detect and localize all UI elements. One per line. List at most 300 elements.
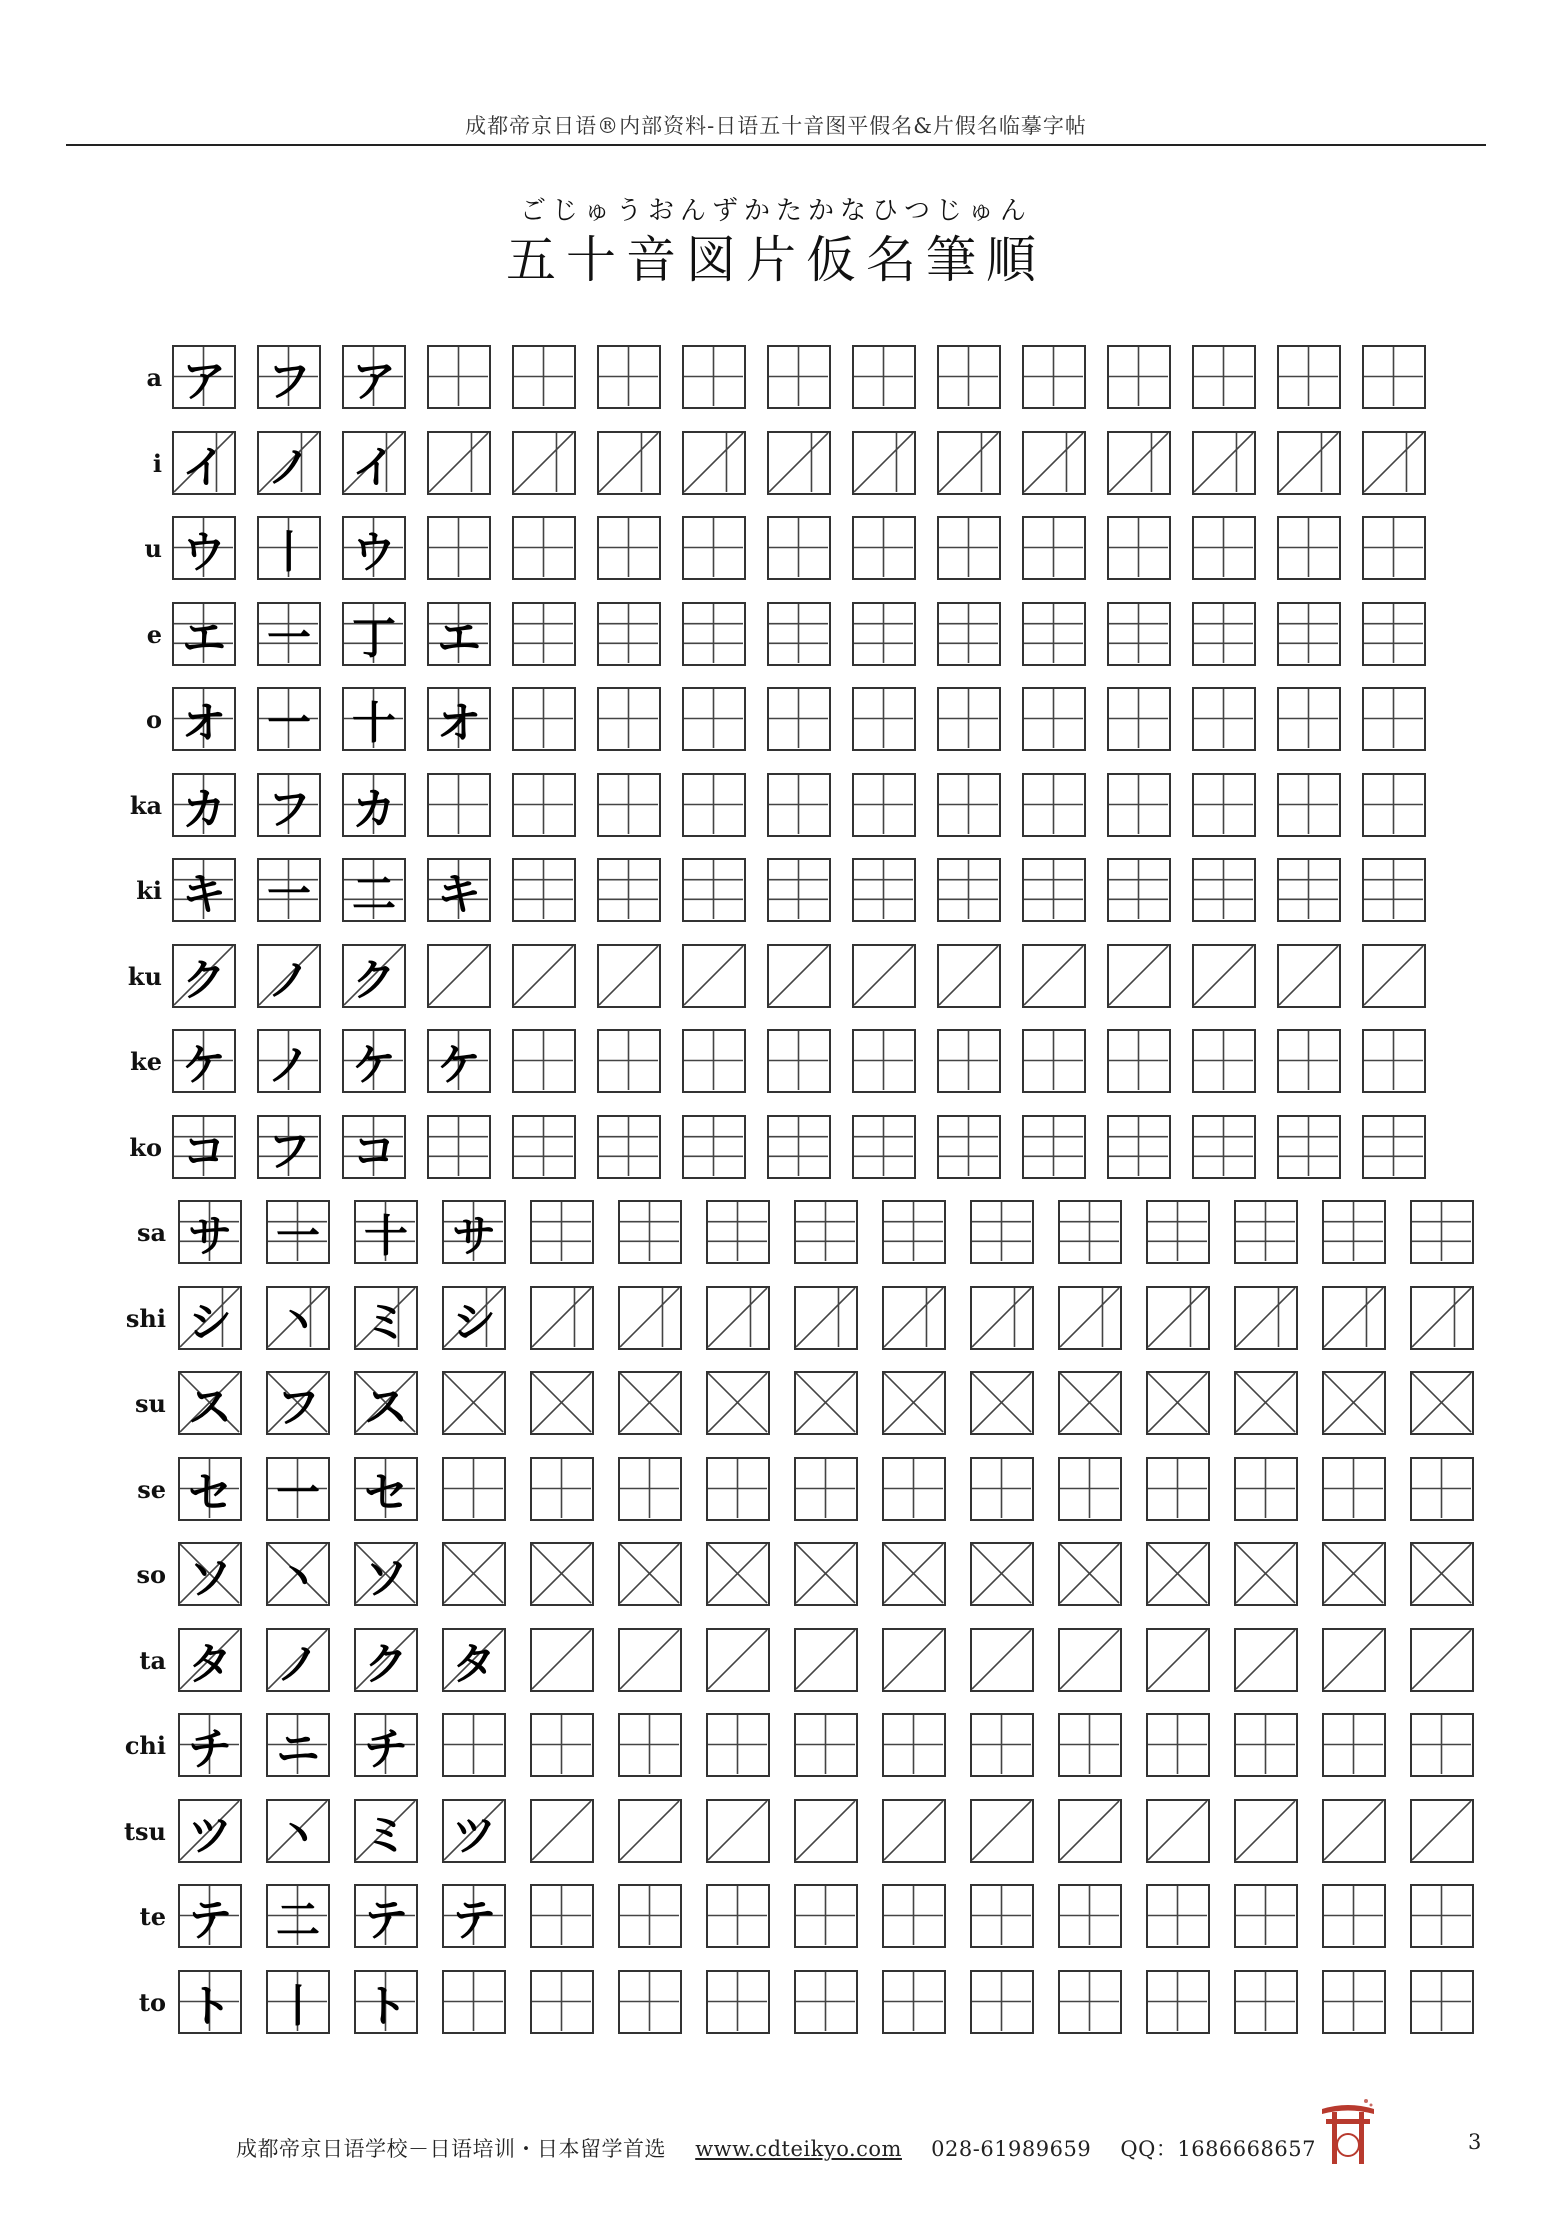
practice-cell[interactable] [1362, 602, 1426, 666]
practice-cell[interactable] [1107, 345, 1171, 409]
practice-cell[interactable] [530, 1628, 594, 1692]
practice-cell[interactable] [172, 516, 236, 580]
practice-cell[interactable] [512, 687, 576, 751]
practice-cell[interactable] [1410, 1970, 1474, 2034]
practice-cell[interactable] [970, 1286, 1034, 1350]
practice-cell[interactable] [442, 1457, 506, 1521]
practice-cell[interactable] [512, 1115, 576, 1179]
practice-cell[interactable] [937, 345, 1001, 409]
practice-cell[interactable] [354, 1799, 418, 1863]
practice-cell[interactable] [257, 602, 321, 666]
practice-cell[interactable] [257, 431, 321, 495]
practice-cell[interactable] [172, 773, 236, 837]
practice-cell[interactable] [767, 687, 831, 751]
practice-cell[interactable] [937, 773, 1001, 837]
practice-cell[interactable] [442, 1371, 506, 1435]
practice-cell[interactable] [937, 858, 1001, 922]
practice-cell[interactable] [1058, 1457, 1122, 1521]
practice-cell[interactable] [442, 1713, 506, 1777]
practice-cell[interactable] [1058, 1200, 1122, 1264]
practice-cell[interactable] [1146, 1286, 1210, 1350]
practice-cell[interactable] [970, 1371, 1034, 1435]
practice-cell[interactable] [354, 1457, 418, 1521]
practice-cell[interactable] [1362, 773, 1426, 837]
practice-cell[interactable] [767, 773, 831, 837]
practice-cell[interactable] [767, 516, 831, 580]
practice-cell[interactable] [1234, 1713, 1298, 1777]
practice-cell[interactable] [512, 602, 576, 666]
practice-cell[interactable] [266, 1970, 330, 2034]
practice-cell[interactable] [354, 1371, 418, 1435]
practice-cell[interactable] [266, 1713, 330, 1777]
practice-cell[interactable] [706, 1371, 770, 1435]
practice-cell[interactable] [342, 1115, 406, 1179]
practice-cell[interactable] [530, 1457, 594, 1521]
practice-cell[interactable] [1234, 1970, 1298, 2034]
practice-cell[interactable] [682, 944, 746, 1008]
practice-cell[interactable] [178, 1371, 242, 1435]
practice-cell[interactable] [427, 687, 491, 751]
practice-cell[interactable] [970, 1884, 1034, 1948]
practice-cell[interactable] [767, 944, 831, 1008]
practice-cell[interactable] [172, 858, 236, 922]
practice-cell[interactable] [1107, 944, 1171, 1008]
practice-cell[interactable] [442, 1542, 506, 1606]
practice-cell[interactable] [682, 1029, 746, 1093]
practice-cell[interactable] [1192, 1115, 1256, 1179]
practice-cell[interactable] [1058, 1970, 1122, 2034]
practice-cell[interactable] [597, 944, 661, 1008]
practice-cell[interactable] [266, 1542, 330, 1606]
practice-cell[interactable] [172, 345, 236, 409]
practice-cell[interactable] [852, 773, 916, 837]
practice-cell[interactable] [1410, 1457, 1474, 1521]
practice-cell[interactable] [442, 1286, 506, 1350]
practice-cell[interactable] [970, 1799, 1034, 1863]
practice-cell[interactable] [852, 345, 916, 409]
practice-cell[interactable] [1362, 687, 1426, 751]
practice-cell[interactable] [706, 1457, 770, 1521]
practice-cell[interactable] [257, 345, 321, 409]
practice-cell[interactable] [1022, 687, 1086, 751]
practice-cell[interactable] [767, 858, 831, 922]
practice-cell[interactable] [1322, 1286, 1386, 1350]
practice-cell[interactable] [794, 1542, 858, 1606]
practice-cell[interactable] [512, 944, 576, 1008]
practice-cell[interactable] [682, 858, 746, 922]
practice-cell[interactable] [427, 944, 491, 1008]
footer-website-link[interactable]: www.cdteikyo.com [695, 2137, 902, 2161]
practice-cell[interactable] [427, 1029, 491, 1093]
practice-cell[interactable] [342, 431, 406, 495]
practice-cell[interactable] [342, 1029, 406, 1093]
practice-cell[interactable] [618, 1713, 682, 1777]
practice-cell[interactable] [882, 1371, 946, 1435]
practice-cell[interactable] [1277, 431, 1341, 495]
practice-cell[interactable] [682, 773, 746, 837]
practice-cell[interactable] [852, 1115, 916, 1179]
practice-cell[interactable] [1146, 1970, 1210, 2034]
practice-cell[interactable] [257, 516, 321, 580]
practice-cell[interactable] [427, 602, 491, 666]
practice-cell[interactable] [1107, 516, 1171, 580]
practice-cell[interactable] [512, 431, 576, 495]
practice-cell[interactable] [1192, 516, 1256, 580]
practice-cell[interactable] [1146, 1200, 1210, 1264]
practice-cell[interactable] [442, 1200, 506, 1264]
practice-cell[interactable] [1192, 944, 1256, 1008]
practice-cell[interactable] [970, 1970, 1034, 2034]
practice-cell[interactable] [257, 944, 321, 1008]
practice-cell[interactable] [794, 1799, 858, 1863]
practice-cell[interactable] [342, 516, 406, 580]
practice-cell[interactable] [1234, 1371, 1298, 1435]
practice-cell[interactable] [1322, 1542, 1386, 1606]
practice-cell[interactable] [512, 516, 576, 580]
practice-cell[interactable] [970, 1542, 1034, 1606]
practice-cell[interactable] [1192, 773, 1256, 837]
practice-cell[interactable] [1058, 1884, 1122, 1948]
practice-cell[interactable] [427, 1115, 491, 1179]
practice-cell[interactable] [1146, 1542, 1210, 1606]
practice-cell[interactable] [882, 1884, 946, 1948]
practice-cell[interactable] [266, 1200, 330, 1264]
practice-cell[interactable] [597, 602, 661, 666]
practice-cell[interactable] [706, 1713, 770, 1777]
practice-cell[interactable] [1107, 431, 1171, 495]
practice-cell[interactable] [794, 1200, 858, 1264]
practice-cell[interactable] [706, 1542, 770, 1606]
practice-cell[interactable] [1234, 1542, 1298, 1606]
practice-cell[interactable] [1058, 1713, 1122, 1777]
practice-cell[interactable] [1322, 1713, 1386, 1777]
practice-cell[interactable] [530, 1200, 594, 1264]
practice-cell[interactable] [794, 1286, 858, 1350]
practice-cell[interactable] [530, 1371, 594, 1435]
practice-cell[interactable] [682, 687, 746, 751]
practice-cell[interactable] [682, 516, 746, 580]
practice-cell[interactable] [1322, 1628, 1386, 1692]
practice-cell[interactable] [706, 1286, 770, 1350]
practice-cell[interactable] [1058, 1542, 1122, 1606]
practice-cell[interactable] [794, 1628, 858, 1692]
practice-cell[interactable] [882, 1542, 946, 1606]
practice-cell[interactable] [1234, 1200, 1298, 1264]
practice-cell[interactable] [794, 1457, 858, 1521]
practice-cell[interactable] [882, 1713, 946, 1777]
practice-cell[interactable] [266, 1286, 330, 1350]
practice-cell[interactable] [354, 1713, 418, 1777]
practice-cell[interactable] [1410, 1713, 1474, 1777]
practice-cell[interactable] [767, 345, 831, 409]
practice-cell[interactable] [597, 687, 661, 751]
practice-cell[interactable] [597, 431, 661, 495]
practice-cell[interactable] [512, 345, 576, 409]
practice-cell[interactable] [970, 1713, 1034, 1777]
practice-cell[interactable] [1058, 1286, 1122, 1350]
practice-cell[interactable] [1277, 858, 1341, 922]
practice-cell[interactable] [172, 602, 236, 666]
practice-cell[interactable] [618, 1628, 682, 1692]
practice-cell[interactable] [970, 1628, 1034, 1692]
practice-cell[interactable] [706, 1970, 770, 2034]
practice-cell[interactable] [1322, 1371, 1386, 1435]
practice-cell[interactable] [618, 1542, 682, 1606]
practice-cell[interactable] [178, 1799, 242, 1863]
practice-cell[interactable] [767, 431, 831, 495]
practice-cell[interactable] [852, 858, 916, 922]
practice-cell[interactable] [767, 1115, 831, 1179]
practice-cell[interactable] [882, 1970, 946, 2034]
practice-cell[interactable] [1058, 1371, 1122, 1435]
practice-cell[interactable] [512, 858, 576, 922]
practice-cell[interactable] [618, 1286, 682, 1350]
practice-cell[interactable] [172, 1029, 236, 1093]
practice-cell[interactable] [882, 1286, 946, 1350]
practice-cell[interactable] [257, 858, 321, 922]
practice-cell[interactable] [1022, 944, 1086, 1008]
practice-cell[interactable] [937, 1115, 1001, 1179]
practice-cell[interactable] [354, 1542, 418, 1606]
practice-cell[interactable] [597, 1029, 661, 1093]
practice-cell[interactable] [937, 431, 1001, 495]
practice-cell[interactable] [1107, 687, 1171, 751]
practice-cell[interactable] [1022, 516, 1086, 580]
practice-cell[interactable] [442, 1884, 506, 1948]
practice-cell[interactable] [442, 1628, 506, 1692]
practice-cell[interactable] [852, 1029, 916, 1093]
practice-cell[interactable] [618, 1970, 682, 2034]
practice-cell[interactable] [530, 1713, 594, 1777]
practice-cell[interactable] [266, 1457, 330, 1521]
practice-cell[interactable] [937, 1029, 1001, 1093]
practice-cell[interactable] [342, 602, 406, 666]
practice-cell[interactable] [1362, 1115, 1426, 1179]
practice-cell[interactable] [266, 1628, 330, 1692]
practice-cell[interactable] [1410, 1286, 1474, 1350]
practice-cell[interactable] [794, 1884, 858, 1948]
practice-cell[interactable] [178, 1200, 242, 1264]
practice-cell[interactable] [178, 1628, 242, 1692]
practice-cell[interactable] [1192, 431, 1256, 495]
practice-cell[interactable] [266, 1884, 330, 1948]
practice-cell[interactable] [852, 687, 916, 751]
practice-cell[interactable] [618, 1371, 682, 1435]
practice-cell[interactable] [1022, 773, 1086, 837]
practice-cell[interactable] [257, 1029, 321, 1093]
practice-cell[interactable] [257, 1115, 321, 1179]
practice-cell[interactable] [882, 1200, 946, 1264]
practice-cell[interactable] [1362, 431, 1426, 495]
practice-cell[interactable] [178, 1286, 242, 1350]
practice-cell[interactable] [1192, 1029, 1256, 1093]
practice-cell[interactable] [1146, 1457, 1210, 1521]
practice-cell[interactable] [1146, 1799, 1210, 1863]
practice-cell[interactable] [172, 1115, 236, 1179]
practice-cell[interactable] [706, 1799, 770, 1863]
practice-cell[interactable] [794, 1713, 858, 1777]
practice-cell[interactable] [354, 1970, 418, 2034]
practice-cell[interactable] [442, 1799, 506, 1863]
practice-cell[interactable] [530, 1970, 594, 2034]
practice-cell[interactable] [1410, 1628, 1474, 1692]
practice-cell[interactable] [342, 345, 406, 409]
practice-cell[interactable] [172, 431, 236, 495]
practice-cell[interactable] [1234, 1884, 1298, 1948]
practice-cell[interactable] [618, 1200, 682, 1264]
practice-cell[interactable] [1362, 1029, 1426, 1093]
practice-cell[interactable] [442, 1970, 506, 2034]
practice-cell[interactable] [266, 1799, 330, 1863]
practice-cell[interactable] [1107, 1029, 1171, 1093]
practice-cell[interactable] [597, 345, 661, 409]
practice-cell[interactable] [1146, 1628, 1210, 1692]
practice-cell[interactable] [1322, 1200, 1386, 1264]
practice-cell[interactable] [1410, 1200, 1474, 1264]
practice-cell[interactable] [937, 944, 1001, 1008]
practice-cell[interactable] [937, 516, 1001, 580]
practice-cell[interactable] [1322, 1884, 1386, 1948]
practice-cell[interactable] [706, 1200, 770, 1264]
practice-cell[interactable] [597, 773, 661, 837]
practice-cell[interactable] [1022, 1029, 1086, 1093]
practice-cell[interactable] [1322, 1799, 1386, 1863]
practice-cell[interactable] [1107, 602, 1171, 666]
practice-cell[interactable] [970, 1457, 1034, 1521]
practice-cell[interactable] [342, 687, 406, 751]
practice-cell[interactable] [1192, 687, 1256, 751]
practice-cell[interactable] [852, 944, 916, 1008]
practice-cell[interactable] [1277, 1115, 1341, 1179]
practice-cell[interactable] [597, 1115, 661, 1179]
practice-cell[interactable] [1192, 345, 1256, 409]
practice-cell[interactable] [342, 773, 406, 837]
practice-cell[interactable] [354, 1200, 418, 1264]
practice-cell[interactable] [427, 431, 491, 495]
practice-cell[interactable] [1234, 1628, 1298, 1692]
practice-cell[interactable] [1277, 944, 1341, 1008]
practice-cell[interactable] [1410, 1799, 1474, 1863]
practice-cell[interactable] [354, 1286, 418, 1350]
practice-cell[interactable] [1022, 431, 1086, 495]
practice-cell[interactable] [852, 602, 916, 666]
practice-cell[interactable] [618, 1457, 682, 1521]
practice-cell[interactable] [767, 1029, 831, 1093]
practice-cell[interactable] [1362, 516, 1426, 580]
practice-cell[interactable] [1234, 1457, 1298, 1521]
practice-cell[interactable] [882, 1457, 946, 1521]
practice-cell[interactable] [1277, 1029, 1341, 1093]
practice-cell[interactable] [1410, 1542, 1474, 1606]
practice-cell[interactable] [1192, 858, 1256, 922]
practice-cell[interactable] [1146, 1884, 1210, 1948]
practice-cell[interactable] [342, 858, 406, 922]
practice-cell[interactable] [1322, 1457, 1386, 1521]
practice-cell[interactable] [1234, 1799, 1298, 1863]
practice-cell[interactable] [1058, 1628, 1122, 1692]
practice-cell[interactable] [178, 1457, 242, 1521]
practice-cell[interactable] [178, 1970, 242, 2034]
practice-cell[interactable] [937, 687, 1001, 751]
practice-cell[interactable] [530, 1286, 594, 1350]
practice-cell[interactable] [530, 1884, 594, 1948]
practice-cell[interactable] [1107, 1115, 1171, 1179]
practice-cell[interactable] [1322, 1970, 1386, 2034]
practice-cell[interactable] [682, 345, 746, 409]
practice-cell[interactable] [682, 602, 746, 666]
practice-cell[interactable] [257, 773, 321, 837]
practice-cell[interactable] [706, 1884, 770, 1948]
practice-cell[interactable] [882, 1799, 946, 1863]
practice-cell[interactable] [970, 1200, 1034, 1264]
practice-cell[interactable] [342, 944, 406, 1008]
practice-cell[interactable] [1192, 602, 1256, 666]
practice-cell[interactable] [1410, 1371, 1474, 1435]
practice-cell[interactable] [530, 1542, 594, 1606]
practice-cell[interactable] [1107, 773, 1171, 837]
practice-cell[interactable] [597, 858, 661, 922]
practice-cell[interactable] [1234, 1286, 1298, 1350]
practice-cell[interactable] [794, 1970, 858, 2034]
practice-cell[interactable] [172, 687, 236, 751]
practice-cell[interactable] [767, 602, 831, 666]
practice-cell[interactable] [937, 602, 1001, 666]
practice-cell[interactable] [1022, 345, 1086, 409]
practice-cell[interactable] [427, 516, 491, 580]
practice-cell[interactable] [178, 1884, 242, 1948]
practice-cell[interactable] [1362, 858, 1426, 922]
practice-cell[interactable] [1022, 858, 1086, 922]
practice-cell[interactable] [1362, 345, 1426, 409]
practice-cell[interactable] [1277, 516, 1341, 580]
practice-cell[interactable] [682, 1115, 746, 1179]
practice-cell[interactable] [512, 1029, 576, 1093]
practice-cell[interactable] [597, 516, 661, 580]
practice-cell[interactable] [1058, 1799, 1122, 1863]
practice-cell[interactable] [427, 858, 491, 922]
practice-cell[interactable] [178, 1713, 242, 1777]
practice-cell[interactable] [1362, 944, 1426, 1008]
practice-cell[interactable] [706, 1628, 770, 1692]
practice-cell[interactable] [1107, 858, 1171, 922]
practice-cell[interactable] [266, 1371, 330, 1435]
practice-cell[interactable] [1277, 345, 1341, 409]
practice-cell[interactable] [427, 345, 491, 409]
practice-cell[interactable] [1022, 1115, 1086, 1179]
practice-cell[interactable] [1277, 602, 1341, 666]
practice-cell[interactable] [1277, 773, 1341, 837]
practice-cell[interactable] [1410, 1884, 1474, 1948]
practice-cell[interactable] [1146, 1371, 1210, 1435]
practice-cell[interactable] [178, 1542, 242, 1606]
practice-cell[interactable] [794, 1371, 858, 1435]
practice-cell[interactable] [530, 1799, 594, 1863]
practice-cell[interactable] [1022, 602, 1086, 666]
practice-cell[interactable] [618, 1884, 682, 1948]
practice-cell[interactable] [682, 431, 746, 495]
practice-cell[interactable] [852, 516, 916, 580]
practice-cell[interactable] [354, 1884, 418, 1948]
practice-cell[interactable] [882, 1628, 946, 1692]
practice-cell[interactable] [172, 944, 236, 1008]
practice-cell[interactable] [852, 431, 916, 495]
practice-cell[interactable] [1146, 1713, 1210, 1777]
practice-cell[interactable] [354, 1628, 418, 1692]
practice-cell[interactable] [618, 1799, 682, 1863]
practice-cell[interactable] [257, 687, 321, 751]
practice-cell[interactable] [1277, 687, 1341, 751]
practice-cell[interactable] [427, 773, 491, 837]
